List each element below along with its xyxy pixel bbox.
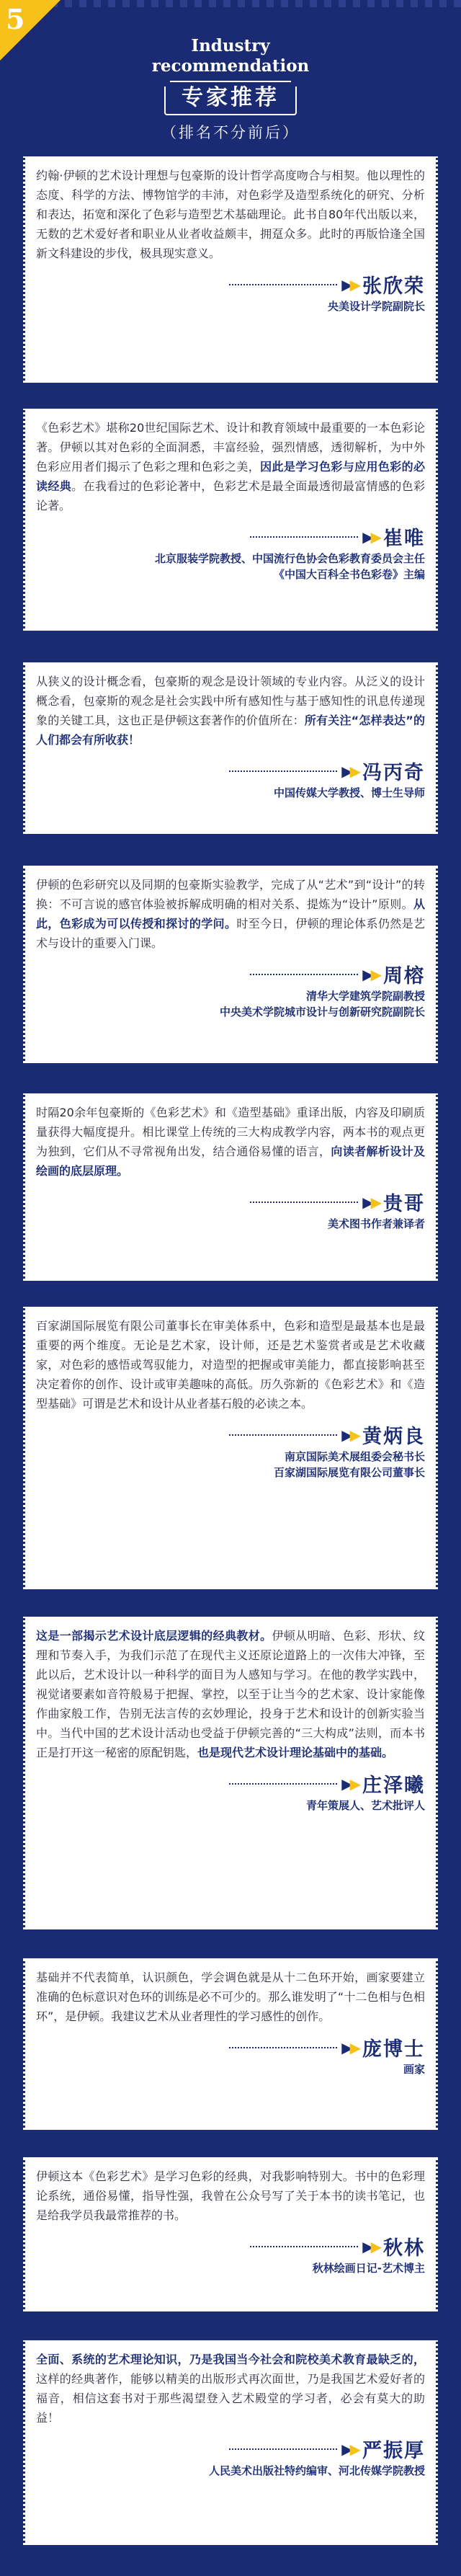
text-segment: 约翰·伊顿的艺术设计理想与包豪斯的设计哲学高度吻合与相契。他以理性的态度、科学的方法、博物馆学的丰沛，对色彩学及造型系统化的研究、分析和表达，拓宽和深化了色彩与造型艺术基础理论。此书自80年代出版以来，无数的艺术爱好者和职业从业者收益颇丰，拥趸众多。此时的再版恰逢全国新文科建设的步伐，极具现实意义。 bbox=[36, 169, 425, 260]
recommendation-text bbox=[36, 672, 425, 750]
recommendation-card bbox=[23, 1615, 438, 1932]
card-bottom-border bbox=[23, 1929, 438, 1932]
card-top-border bbox=[23, 2338, 438, 2340]
recommendation-card bbox=[23, 863, 438, 1065]
recommendation-card bbox=[23, 154, 438, 385]
expert-name: 崔唯 bbox=[383, 528, 425, 550]
header-english-line2: recommendation bbox=[151, 56, 310, 76]
signature-row bbox=[36, 1769, 425, 1798]
arrow-icon: ▶▶ bbox=[341, 2440, 358, 2458]
card-bottom-border bbox=[23, 834, 438, 836]
signature-row bbox=[36, 1188, 425, 1216]
expert-affiliation: 清华大学建筑学院副教授 bbox=[305, 990, 425, 1003]
highlighted-text: 全面、系统的艺术理论知识，乃是我国当今社会和院校美术教育最缺乏的， bbox=[36, 2353, 425, 2366]
highlighted-text: 这是一部揭示艺术设计底层逻辑的经典教材。 bbox=[36, 1629, 272, 1643]
expert-affiliation: 秋林绘画日记-艺术博主 bbox=[312, 2262, 425, 2275]
card-dotted-border bbox=[23, 1305, 25, 1591]
arrow-icon: ▶▶ bbox=[341, 1775, 358, 1793]
card-dotted-border bbox=[23, 1091, 25, 1283]
expert-affiliation: 《中国大百科全书色彩卷》主编 bbox=[273, 568, 425, 581]
expert-affiliation: 百家湖国际展览有限公司董事长 bbox=[273, 1466, 425, 1479]
recommendation-card bbox=[23, 660, 438, 836]
card-bottom-border bbox=[23, 631, 438, 633]
text-segment: 百家湖国际展览有限公司董事长在审美体系中，色彩和造型是最基本也是最重要的两个维度。无论是艺术家，设计师，还是艺术鉴赏者或是艺术收藏家，对色彩的感悟或驾驭能力，对造型的把握或审美能力，都直接影响甚至决定着你的创作、设计或审美趣味的高低。历久弥新的《色彩艺术》和《造型基础》可谓是艺术和设计从业者基石般的必读之本。 bbox=[36, 1319, 425, 1411]
recommendation-text bbox=[36, 166, 425, 263]
signature-row bbox=[36, 2435, 425, 2463]
card-dotted-border bbox=[436, 2155, 438, 2314]
signature-dotted-line bbox=[229, 1434, 337, 1436]
recommendation-card bbox=[23, 1091, 438, 1283]
expert-name: 冯丙奇 bbox=[362, 762, 425, 784]
signature-row bbox=[36, 2232, 425, 2260]
text-segment: 基础并不代表简单，认识颜色，学会调色就是从十二色环开始，画家要建立准确的色标意识对色环的训练是必不可少的。那么谁发明了“十二色相与色相环”，是伊顿。我建议艺术从业者理性的学习感性的创作。 bbox=[36, 1971, 425, 2023]
signature-dotted-line bbox=[250, 2246, 358, 2247]
expert-name: 周榕 bbox=[383, 965, 425, 987]
expert-name: 秋林 bbox=[383, 2237, 425, 2260]
card-dotted-border bbox=[23, 660, 25, 836]
card-dotted-border bbox=[23, 863, 25, 1065]
card-dotted-border bbox=[23, 2338, 25, 2547]
highlighted-text: 向读者解析设计及绘画的底层原理。 bbox=[36, 1145, 425, 1178]
card-dotted-border bbox=[23, 1615, 25, 1932]
signature-dotted-line bbox=[250, 974, 358, 975]
expert-affiliation: 画家 bbox=[403, 2063, 425, 2076]
recommendation-text bbox=[36, 1103, 425, 1181]
arrow-icon: ▶▶ bbox=[362, 1193, 379, 1211]
card-dotted-border bbox=[436, 154, 438, 385]
recommendation-text bbox=[36, 1316, 425, 1413]
section-number: 5 bbox=[6, 3, 25, 35]
card-dotted-border bbox=[23, 154, 25, 385]
arrow-icon: ▶▶ bbox=[362, 528, 379, 546]
highlighted-text: 也是现代艺术设计理论基础中的基础。 bbox=[197, 1746, 394, 1759]
card-bottom-border bbox=[23, 1281, 438, 1283]
expert-name: 黄炳良 bbox=[362, 1426, 425, 1448]
recommendation-card bbox=[23, 2338, 438, 2547]
card-bottom-border bbox=[23, 2130, 438, 2132]
arrow-icon: ▶▶ bbox=[341, 2038, 358, 2056]
recommendation-card bbox=[23, 2155, 438, 2314]
card-bottom-border bbox=[23, 2545, 438, 2547]
text-segment: 《色彩艺术》堪称20世纪国际艺术、设计和教育领域中最重要的一本色彩论著。伊顿以其对色彩的全面洞悉，丰富经验，强烈情感，透彻解析，为中外色彩应用者们揭示了色彩之理和色彩之美， bbox=[36, 421, 425, 474]
arrow-icon: ▶▶ bbox=[362, 965, 379, 983]
expert-name: 张欣荣 bbox=[362, 275, 425, 298]
signature-row bbox=[36, 757, 425, 785]
card-dotted-border bbox=[436, 1091, 438, 1283]
text-segment: 这样的经典著作，能够以精美的出版形式再次面世，乃是我国艺术爱好者的福音，相信这套书对于那些渴望登入艺术殿堂的学习者，必会有莫大的助益！ bbox=[36, 2372, 425, 2425]
signature-row bbox=[36, 960, 425, 988]
expert-affiliation: 美术图书作者兼译者 bbox=[327, 1217, 425, 1230]
recommendation-text bbox=[36, 1626, 425, 1762]
recommendation-text bbox=[36, 2350, 425, 2428]
page-header bbox=[0, 36, 461, 143]
signature-dotted-line bbox=[229, 1783, 337, 1785]
expert-affiliation: 南京国际美术展组委会秘书长 bbox=[284, 1450, 425, 1463]
card-top-border bbox=[23, 1956, 438, 1958]
card-top-border bbox=[23, 863, 438, 866]
signature-row bbox=[36, 2033, 425, 2061]
text-segment: 伊顿这本《色彩艺术》是学习色彩的经典，对我影响特别大。书中的色彩理论系统，通俗易懂，指导性强，我曾在公众号写了关于本书的读书笔记，也是给我学员我最常推荐的书。 bbox=[36, 2169, 425, 2222]
signature-dotted-line bbox=[229, 2047, 337, 2048]
expert-affiliation: 人民美术出版社特约编审、河北传媒学院教授 bbox=[208, 2464, 425, 2477]
signature-dotted-line bbox=[250, 536, 358, 538]
signature-dotted-line bbox=[250, 1202, 358, 1203]
recommendation-text bbox=[36, 875, 425, 953]
card-bottom-border bbox=[23, 383, 438, 385]
card-dotted-border bbox=[436, 2338, 438, 2547]
recommendation-text bbox=[36, 1968, 425, 2026]
card-dotted-border bbox=[436, 660, 438, 836]
card-bottom-border bbox=[23, 1589, 438, 1591]
expert-affiliation: 中国传媒大学教授、博士生导师 bbox=[273, 786, 425, 799]
recommendation-card bbox=[23, 1305, 438, 1591]
expert-affiliation: 北京服装学院教授、中国流行色协会色彩教育委员会主任 bbox=[154, 552, 425, 565]
expert-name: 严振厚 bbox=[362, 2440, 425, 2462]
expert-affiliation: 中央美术学院城市设计与创新研究院副院长 bbox=[219, 1005, 425, 1018]
card-top-border bbox=[23, 1615, 438, 1617]
recommendation-text bbox=[36, 418, 425, 515]
text-segment: 伊顿从明暗、色彩、形状、纹理和节奏入手，为我们示范了在现代主义还原论道路上的一次伟大冲锋，至此以后，艺术设计以一种科学的面目为人感知与学习。在他的教学实践中，视觉诸要素如音符般易于把握、掌控，以至于让当今的艺术家、设计家能像作曲家般工作，告别无法言传的玄妙理论，投身于艺术和设计的创新实验当中。当代中国的艺术设计活动也受益于伊顿完善的“三大构成”法则，而本书正是打开这一秘密的原配钥匙， bbox=[36, 1629, 425, 1759]
card-top-border bbox=[23, 1305, 438, 1307]
highlighted-text: 从此，色彩成为可以传授和探讨的学问。 bbox=[36, 897, 425, 931]
card-dotted-border bbox=[436, 1615, 438, 1932]
signature-dotted-line bbox=[229, 2448, 337, 2450]
highlighted-text: 所有关注“怎样表达”的人们都会有所收获！ bbox=[36, 714, 425, 747]
expert-affiliation: 央美设计学院副院长 bbox=[327, 300, 425, 313]
expert-name: 庞博士 bbox=[362, 2038, 425, 2061]
card-dotted-border bbox=[23, 2155, 25, 2314]
card-dotted-border bbox=[436, 863, 438, 1065]
card-top-border bbox=[23, 154, 438, 156]
card-dotted-border bbox=[23, 1956, 25, 2132]
signature-row bbox=[36, 523, 425, 551]
expert-name: 庄泽曦 bbox=[362, 1775, 425, 1797]
text-segment: 。在我看过的色彩论著中，色彩艺术是最全面最透彻最富情感的色彩论著。 bbox=[36, 479, 425, 512]
card-bottom-border bbox=[23, 1063, 438, 1065]
signature-dotted-line bbox=[229, 284, 337, 285]
expert-name: 贵哥 bbox=[383, 1193, 425, 1215]
card-top-border bbox=[23, 660, 438, 662]
card-dotted-border bbox=[436, 1956, 438, 2132]
top-border bbox=[0, 0, 461, 7]
card-dotted-border bbox=[436, 1305, 438, 1591]
signature-row bbox=[36, 1421, 425, 1449]
page-title: 专家推荐 bbox=[164, 81, 297, 115]
recommendation-card bbox=[23, 1956, 438, 2132]
card-top-border bbox=[23, 1091, 438, 1093]
text-segment: 伊顿的色彩研究以及同期的包豪斯实验教学，完成了从“艺术”到“设计”的转换：不可言说的感官体验被拆解成明确的相对关系、提炼为“设计”原则。 bbox=[36, 878, 425, 911]
arrow-icon: ▶▶ bbox=[341, 275, 358, 293]
expert-affiliation: 青年策展人、艺术批评人 bbox=[305, 1799, 425, 1812]
header-english-line1: Industry bbox=[191, 36, 270, 55]
recommendation-text bbox=[36, 2167, 425, 2225]
text-segment: 时至今日，伊顿的理论体系仍然是艺术与设计的重要入门课。 bbox=[36, 917, 425, 950]
signature-dotted-line bbox=[229, 770, 337, 772]
card-dotted-border bbox=[23, 407, 25, 633]
card-top-border bbox=[23, 407, 438, 409]
text-segment: 从狭义的设计概念看，包豪斯的观念是设计领域的专业内容。从泛义的设计概念看，包豪斯的观念是社会实践中所有感知性与基于感知性的讯息传递现象的关键工具，这也正是伊顿这套著作的价值所在： bbox=[36, 675, 425, 727]
card-top-border bbox=[23, 2155, 438, 2157]
text-segment: 时隔20余年包豪斯的《色彩艺术》和《造型基础》重译出版，内容及印刷质量获得大幅度提升。相比课堂上传统的三大构成教学内容，两本书的观点更为独到，它们从不寻常视角出发，结合通俗易懂的语言， bbox=[36, 1106, 425, 1158]
arrow-icon: ▶▶ bbox=[341, 762, 358, 780]
arrow-icon: ▶▶ bbox=[362, 2237, 379, 2255]
highlighted-text: 因此是学习色彩与应用色彩的必读经典 bbox=[36, 460, 425, 493]
signature-row bbox=[36, 270, 425, 298]
recommendation-card bbox=[23, 407, 438, 633]
page-subtitle: （排名不分前后） bbox=[161, 124, 300, 141]
card-dotted-border bbox=[436, 407, 438, 633]
arrow-icon: ▶▶ bbox=[341, 1426, 358, 1444]
card-bottom-border bbox=[23, 2311, 438, 2314]
